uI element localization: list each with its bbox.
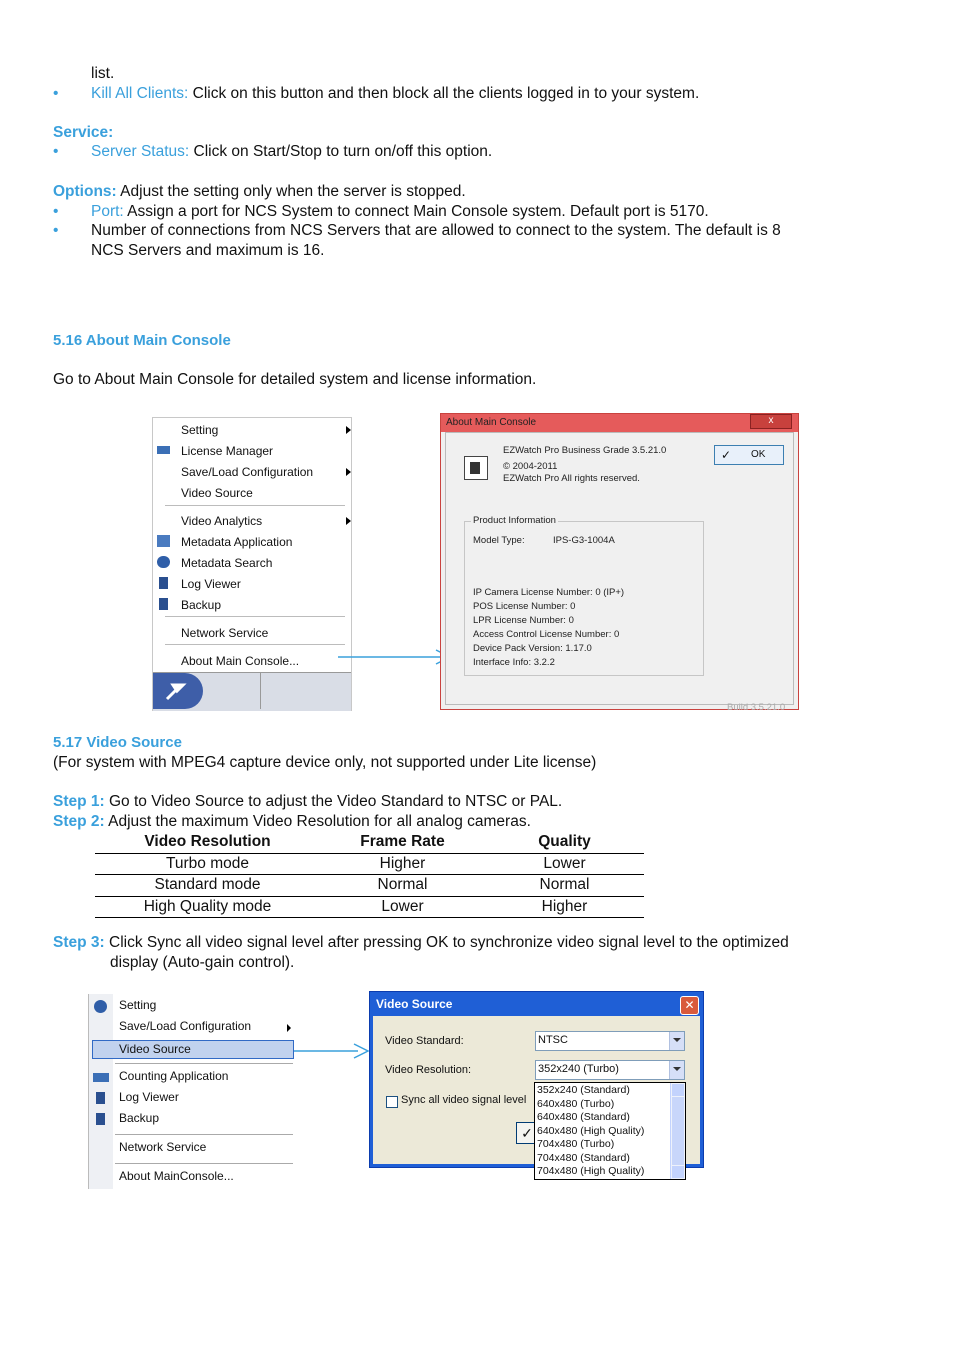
- list-tail-text: list.: [91, 65, 115, 82]
- chevron-down-icon: [669, 1061, 684, 1079]
- model-type-label: Model Type:: [473, 535, 525, 546]
- resolution-dropdown-list: [534, 1082, 686, 1180]
- menu-separator: [115, 1063, 293, 1064]
- kill-label: Kill All Clients:: [91, 85, 189, 102]
- taskbar-strip: [153, 672, 351, 711]
- ok-check-button[interactable]: ✓: [516, 1122, 538, 1144]
- step1-line: [53, 792, 562, 812]
- menu-item-metadata-search[interactable]: Metadata Search: [181, 556, 273, 570]
- list-item[interactable]: 640x480 (Standard): [537, 1111, 630, 1123]
- table-cell: High Quality mode: [95, 896, 320, 918]
- server-status-item: [91, 142, 492, 162]
- gear-icon: [94, 1000, 107, 1013]
- device-pack-version: Device Pack Version: 1.17.0: [473, 643, 592, 654]
- menu-item-log-viewer[interactable]: Log Viewer: [119, 1090, 179, 1104]
- table-cell: Turbo mode: [95, 853, 320, 875]
- check-icon: ✓: [721, 448, 732, 462]
- port-text: Assign a port for NCS System to connect Main Console system. Default port is 5170.: [123, 203, 709, 220]
- options-heading: Options:: [53, 183, 117, 200]
- product-information-group: [464, 515, 704, 676]
- video-resolution-select[interactable]: [535, 1060, 685, 1080]
- scroll-up-icon[interactable]: [672, 1084, 684, 1096]
- sync-label: Sync all video signal level: [401, 1094, 527, 1106]
- license-icon: [157, 446, 170, 454]
- menu-item-network-service[interactable]: Network Service: [119, 1140, 207, 1154]
- menu-item-backup[interactable]: Backup: [181, 598, 222, 612]
- bullet-icon: •: [53, 143, 59, 160]
- step3-label: Step 3:: [53, 934, 105, 951]
- connections-line2: NCS Servers and maximum is 16.: [91, 242, 325, 259]
- log-viewer-icon: [159, 577, 168, 589]
- options-line: [53, 182, 466, 202]
- table-cell: Higher: [320, 853, 485, 875]
- options-heading-text: Adjust the setting only when the server is stopped.: [116, 183, 466, 200]
- step3-text-line2: display (Auto-gain control).: [110, 954, 295, 971]
- menu-separator: [165, 616, 345, 617]
- about-main-console-dialog: [440, 413, 799, 713]
- video-standard-value: NTSC: [538, 1034, 568, 1046]
- menu-item-about-mainconsole[interactable]: About MainConsole...: [119, 1169, 234, 1183]
- log-viewer-icon: [96, 1092, 105, 1104]
- menu-item-log-viewer[interactable]: Log Viewer: [181, 577, 241, 591]
- step2-line: [53, 812, 531, 832]
- menu-item-save-load-configuration[interactable]: Save/Load Configuration: [181, 465, 314, 479]
- pos-license: POS License Number: 0: [473, 601, 576, 612]
- menu-item-metadata-application[interactable]: Metadata Application: [181, 535, 293, 549]
- arrow-to-video-source-icon: [292, 1042, 370, 1060]
- bullet-icon: •: [53, 222, 59, 239]
- kill-text: Click on this button and then block all the clients logged in to your system.: [188, 85, 700, 102]
- step3-line: [53, 933, 789, 953]
- port-label: Port:: [91, 203, 124, 220]
- list-item[interactable]: 640x480 (Turbo): [537, 1097, 615, 1110]
- video-standard-label: Video Standard:: [385, 1035, 464, 1047]
- build-text: Build 3.5.21.0: [727, 702, 786, 713]
- menu-item-setting[interactable]: Setting: [119, 998, 157, 1012]
- step2-text: Adjust the maximum Video Resolution for all analog cameras.: [104, 813, 531, 830]
- model-type-value: IPS-G3-1004A: [553, 535, 615, 546]
- tool-icon: [165, 681, 187, 701]
- col-header: Quality: [485, 832, 644, 853]
- kill-all-clients-item: [91, 84, 699, 104]
- menu-item-save-load-configuration[interactable]: Save/Load Configuration: [119, 1019, 252, 1033]
- dropdown-scrollbar[interactable]: [670, 1083, 685, 1179]
- col-header: Frame Rate: [320, 832, 485, 853]
- list-item[interactable]: 352x240 (Standard): [537, 1084, 630, 1096]
- col-header: Video Resolution: [95, 832, 320, 853]
- video-source-menu: [88, 994, 294, 1189]
- about-dialog-body: [445, 432, 794, 713]
- sync-checkbox[interactable]: [386, 1096, 398, 1108]
- menu-item-video-analytics[interactable]: Video Analytics: [181, 514, 263, 528]
- video-resolution-label: Video Resolution:: [385, 1064, 472, 1076]
- tool-button[interactable]: [153, 673, 203, 709]
- step1-text: Go to Video Source to adjust the Video Standard to NTSC or PAL.: [104, 793, 563, 810]
- menu-item-backup[interactable]: Backup: [119, 1111, 160, 1125]
- status-text: Click on Start/Stop to turn on/off this option.: [189, 143, 493, 160]
- table-cell: Standard mode: [95, 875, 320, 897]
- list-item[interactable]: 704x480 (Standard): [537, 1151, 630, 1164]
- submenu-arrow-icon: [346, 517, 351, 525]
- video-resolution-value: 352x240 (Turbo): [538, 1063, 619, 1075]
- menu-item-setting[interactable]: Setting: [181, 423, 219, 437]
- scroll-thumb[interactable]: [672, 1097, 684, 1165]
- menu-item-about-main-console[interactable]: About Main Console...: [181, 654, 300, 668]
- table-cell: Normal: [485, 875, 644, 897]
- product-name: EZWatch Pro Business Grade 3.5.21.0: [503, 445, 667, 456]
- backup-icon: [96, 1113, 105, 1125]
- list-item[interactable]: 640x480 (High Quality): [537, 1124, 645, 1137]
- service-heading: Service:: [53, 124, 114, 141]
- video-source-dialog: [369, 991, 704, 1177]
- section-517-note: (For system with MPEG4 capture device only, not supported under Lite license): [53, 754, 597, 771]
- menu-item-video-source: Video Source: [119, 1042, 191, 1056]
- table-row: [95, 853, 644, 875]
- access-control-license: Access Control License Number: 0: [473, 629, 620, 640]
- counting-application-icon: [93, 1073, 109, 1082]
- list-item[interactable]: 704x480 (High Quality): [537, 1165, 645, 1177]
- ip-camera-license: IP Camera License Number: 0 (IP+): [473, 587, 625, 598]
- connections-line1: Number of connections from NCS Servers that are allowed to connect to the system. The default is 8: [91, 222, 781, 239]
- submenu-arrow-icon: [346, 468, 351, 476]
- ok-label: OK: [751, 449, 766, 460]
- bullet-icon: •: [53, 203, 59, 220]
- rights-text: EZWatch Pro All rights reserved.: [503, 473, 640, 484]
- table-cell: Lower: [485, 853, 644, 875]
- menu-separator: [165, 505, 345, 506]
- table-row: [95, 875, 644, 897]
- arrow-to-about-icon: [336, 648, 452, 666]
- ok-button[interactable]: [714, 445, 784, 465]
- chevron-down-icon: [669, 1032, 684, 1050]
- port-item: [91, 202, 709, 222]
- menu-separator: [115, 1163, 293, 1164]
- submenu-arrow-icon: [287, 1024, 291, 1032]
- bullet-icon: •: [53, 85, 59, 102]
- table-row: [95, 896, 644, 918]
- menu-item-network-service[interactable]: Network Service: [181, 626, 269, 640]
- step3-text-line1: Click Sync all video signal level after pressing OK to synchronize video signal level to the optimized: [104, 934, 789, 951]
- step2-label: Step 2:: [53, 813, 105, 830]
- status-label: Server Status:: [91, 143, 190, 160]
- lpr-license: LPR License Number: 0: [473, 615, 574, 626]
- table-cell: Normal: [320, 875, 485, 897]
- menu-item-counting-application[interactable]: Counting Application: [119, 1069, 229, 1083]
- metadata-search-icon: [157, 556, 170, 568]
- taskbar-divider: [260, 673, 261, 709]
- close-icon[interactable]: ✕: [680, 996, 699, 1015]
- section-516-heading: 5.16 About Main Console: [53, 332, 231, 349]
- video-standard-select[interactable]: [535, 1031, 685, 1051]
- group-title: Product Information: [473, 515, 556, 526]
- table-cell: Lower: [320, 896, 485, 918]
- table-cell: Higher: [485, 896, 644, 918]
- interface-info: Interface Info: 3.2.2: [473, 657, 555, 668]
- section-516-text: Go to About Main Console for detailed system and license information.: [53, 371, 537, 388]
- menu-item-license-manager[interactable]: License Manager: [181, 444, 274, 458]
- submenu-arrow-icon: [346, 426, 351, 434]
- close-button[interactable]: x: [750, 414, 792, 429]
- scroll-down-icon[interactable]: [672, 1166, 684, 1178]
- resolution-table: [95, 832, 644, 918]
- about-dialog-title: About Main Console: [441, 414, 798, 432]
- menu-separator: [115, 1134, 293, 1135]
- backup-icon: [159, 598, 168, 610]
- menu-item-video-source-highlight[interactable]: [92, 1040, 294, 1059]
- main-console-menu: [152, 417, 352, 711]
- menu-separator: [165, 644, 345, 645]
- step1-label: Step 1:: [53, 793, 105, 810]
- copyright-text: © 2004-2011: [503, 461, 558, 472]
- metadata-application-icon: [157, 535, 170, 547]
- list-item[interactable]: 704x480 (Turbo): [537, 1138, 615, 1150]
- section-517-heading: 5.17 Video Source: [53, 734, 182, 751]
- menu-item-video-source[interactable]: Video Source: [181, 486, 253, 500]
- video-source-title: Video Source: [376, 997, 453, 1011]
- product-logo-icon: [464, 456, 488, 480]
